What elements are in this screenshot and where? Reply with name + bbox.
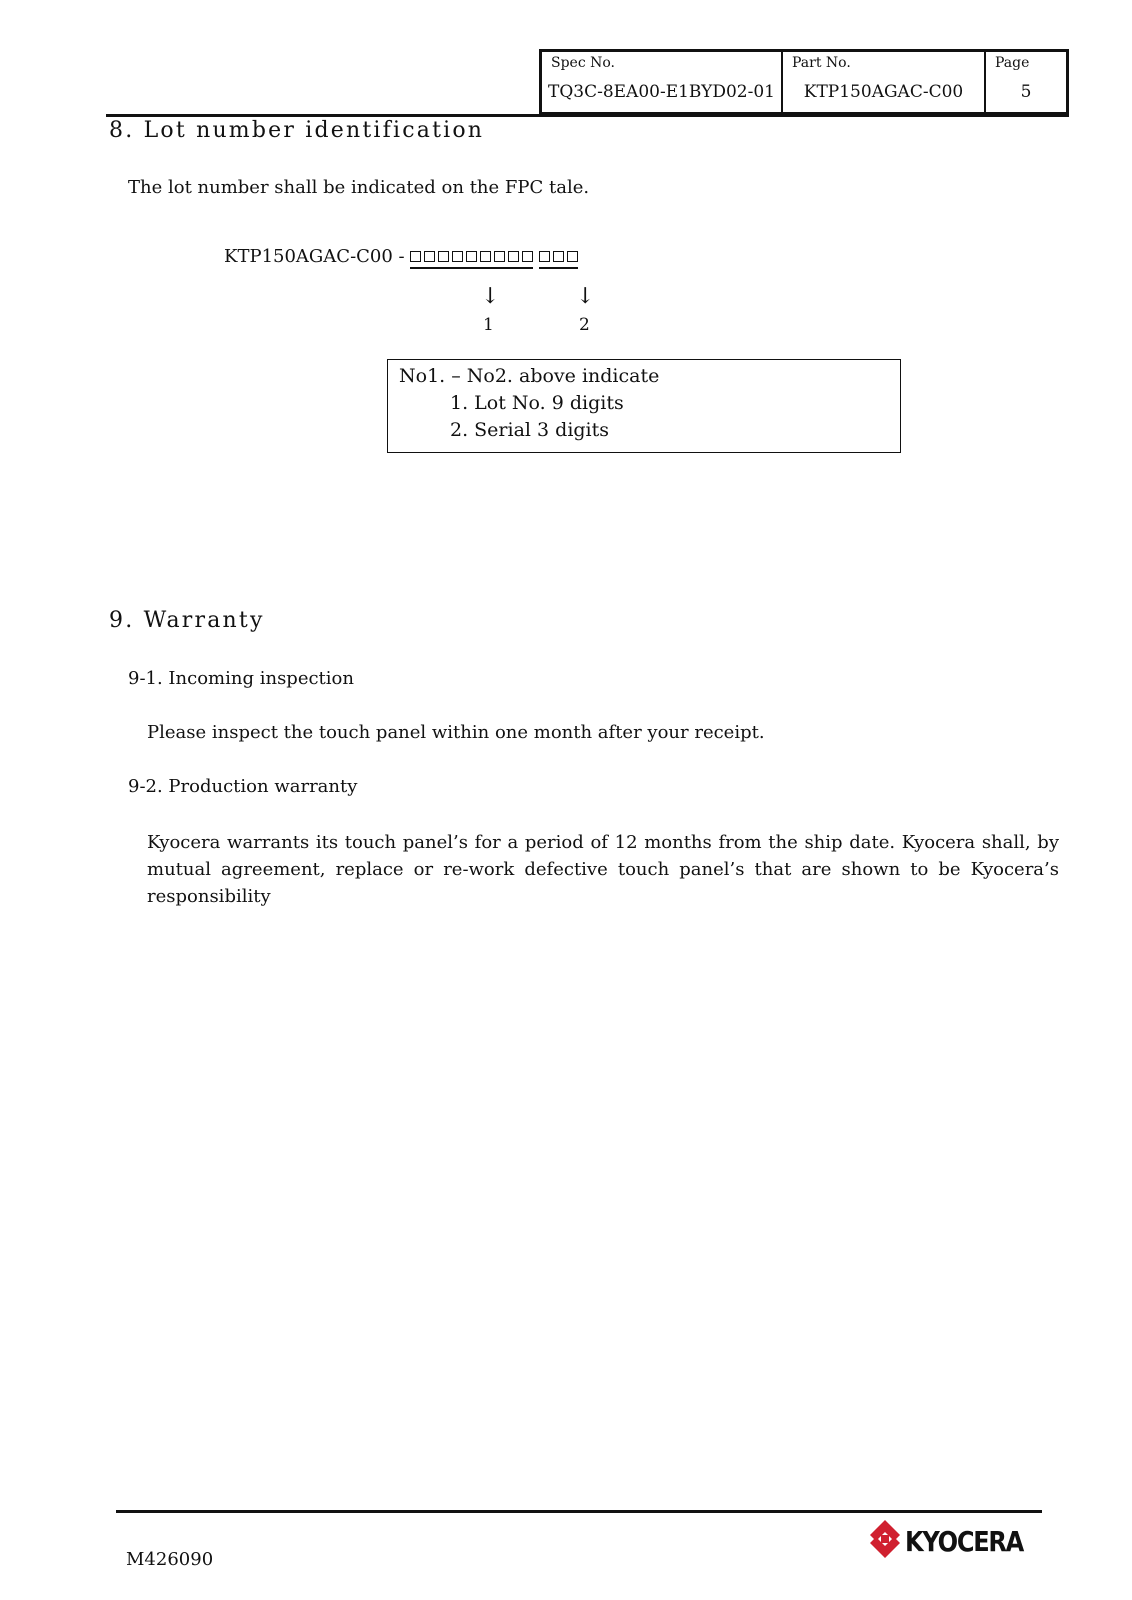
page-number: 5 (1020, 82, 1032, 102)
lot-note-box (387, 359, 901, 453)
marker-2: 2 (579, 315, 590, 335)
section-8-heading: 8. Lot number identification (109, 118, 485, 143)
digit-box (494, 251, 505, 262)
digit-box (480, 251, 491, 262)
digit-box (438, 251, 449, 262)
production-warranty-text: Kyocera warrants its touch panel’s for a period of 12 months from the ship date. Kyocera shall, by mutual agreement, replace or re-work defective touch panel’s that are shown to be Kyocera’s responsibility (147, 832, 1059, 907)
header-rule (106, 114, 1069, 117)
lot-digit-boxes (410, 248, 533, 269)
kyocera-wordmark: KYOCERA (905, 1525, 1025, 1558)
digit-box (410, 251, 421, 262)
kyocera-logo (868, 1518, 1028, 1564)
lot-prefix: KTP150AGAC-C00 - (224, 246, 405, 267)
arrow-down-icon: ↓ (576, 284, 595, 309)
digit-box (567, 251, 578, 262)
incoming-inspection-title: 9-1. Incoming inspection (128, 668, 354, 689)
note-item-lot: 1. Lot No. 9 digits (450, 392, 624, 414)
incoming-inspection-text: Please inspect the touch panel within one month after your receipt. (147, 722, 765, 743)
spec-no-value: TQ3C-8EA00-E1BYD02-01 (547, 82, 775, 102)
kyocera-logo-icon (868, 1518, 1028, 1560)
digit-box (539, 251, 550, 262)
digit-box (553, 251, 564, 262)
note-item-serial: 2. Serial 3 digits (450, 419, 610, 441)
digit-box (508, 251, 519, 262)
arrow-down-icon: ↓ (481, 284, 500, 309)
digit-box (522, 251, 533, 262)
page-cell (986, 52, 1066, 112)
production-warranty-title: 9-2. Production warranty (128, 776, 358, 797)
footer-rule (116, 1510, 1042, 1513)
digit-box (424, 251, 435, 262)
section-9-heading: 9. Warranty (109, 608, 265, 633)
lot-number-intro: The lot number shall be indicated on the FPC tale. (128, 177, 590, 198)
digit-box (452, 251, 463, 262)
header-table (539, 49, 1069, 115)
part-no-cell (783, 52, 986, 112)
kyocera-emblem (870, 1520, 900, 1558)
part-no-value: KTP150AGAC-C00 (803, 82, 964, 102)
marker-1: 1 (483, 315, 494, 335)
spec-no-label: Spec No. (551, 55, 616, 71)
note-title: No1. – No2. above indicate (399, 365, 660, 387)
serial-digit-boxes (539, 248, 578, 269)
digit-box (466, 251, 477, 262)
part-no-label: Part No. (792, 55, 851, 71)
page-label: Page (995, 55, 1030, 71)
lot-number-format (224, 246, 578, 269)
document-code: M426090 (126, 1549, 214, 1570)
spec-no-cell (542, 52, 783, 112)
